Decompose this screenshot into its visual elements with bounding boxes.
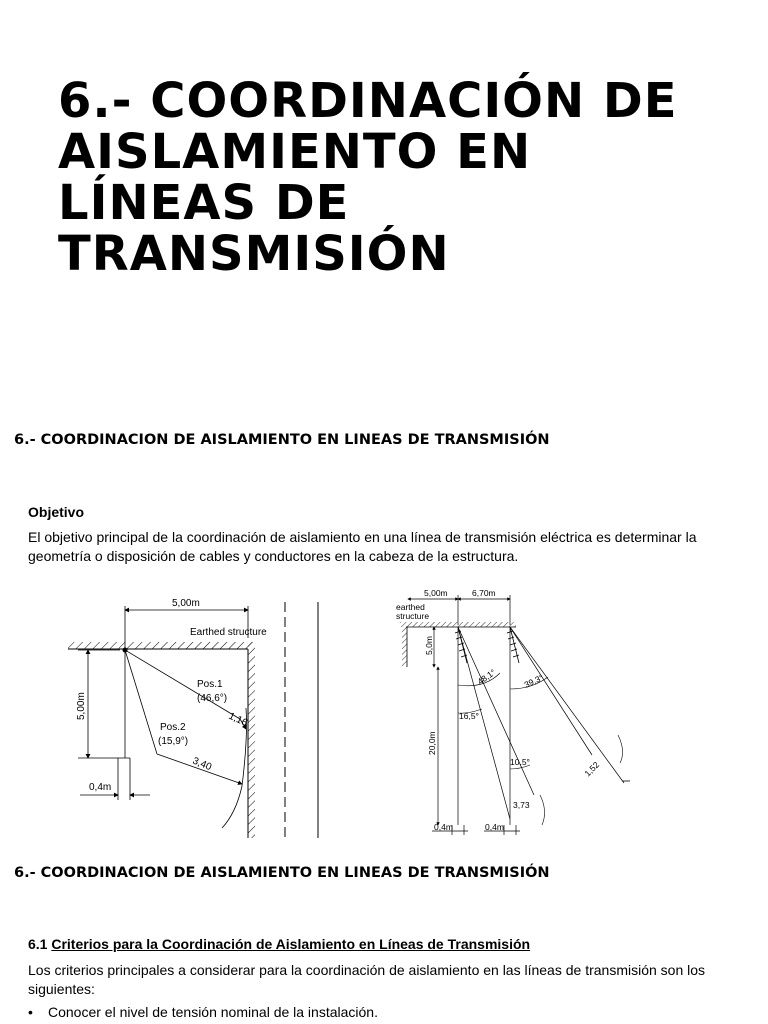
angle-1: 48,1°	[475, 667, 498, 687]
angle-4: 10,5°	[510, 757, 530, 767]
criteria-intro: Los criterios principales a considerar para la coordinación de aislamiento en las líneas de transmisión son los siguientes:	[28, 962, 706, 997]
pos1-dist: 1,16	[226, 710, 250, 729]
criteria-number: 6.1	[28, 936, 48, 952]
objective-label: Objetivo	[28, 504, 85, 520]
criteria-heading	[28, 936, 530, 952]
bullet-dot: •	[28, 1004, 33, 1020]
dim-v1: 5,0m	[424, 636, 434, 655]
section-heading-2: 6.- COORDINACION DE AISLAMIENTO EN LINEAS DE TRANSMISIÓN	[14, 865, 550, 881]
pos2-angle: (15,9°)	[158, 736, 189, 747]
pos2-dist: 3,40	[190, 755, 214, 774]
bullet-text: Conocer el nivel de tensión nominal de la instalación.	[48, 1004, 378, 1020]
clearance-diagram-left	[60, 588, 340, 840]
dim-b: 6,70m	[472, 588, 496, 598]
objective-text: El objetivo principal de la coordinación de aislamiento en una línea de transmisión eléctrica es determinar la geometría o disposición de cables y conductores en la cabeza de la estructura.	[28, 529, 697, 564]
pos1-angle: (46,6°)	[197, 693, 228, 704]
angle-2: 39,3°	[522, 672, 545, 690]
clearance-diagram-right	[392, 585, 652, 840]
earthed-label-1: earthed	[396, 602, 425, 612]
dim-a: 5,00m	[424, 588, 448, 598]
dim-bottom: 0,4m	[89, 782, 112, 793]
section-heading: 6.- COORDINACION DE AISLAMIENTO EN LINEAS DE TRANSMISIÓN	[14, 432, 550, 448]
dim-vertical: 5,00m	[76, 692, 87, 720]
earthed-label-2: structure	[396, 611, 430, 621]
dist-1: 1,52	[582, 759, 602, 779]
dim-top: 5,00m	[172, 598, 200, 609]
criteria-title: Criterios para la Coordinación de Aislamiento en Líneas de Transmisión	[51, 936, 531, 952]
dist-2: 3,73	[513, 800, 530, 810]
dim-b2: 0,4m	[485, 822, 504, 832]
angle-3: 16,5°	[459, 711, 479, 721]
dim-b1: 0,4m	[434, 822, 453, 832]
pos2-label: Pos.2	[160, 722, 186, 733]
dim-v2: 20,0m	[427, 731, 437, 755]
criteria-bullet	[28, 1003, 728, 1022]
pos1-label: Pos.1	[197, 679, 223, 690]
slide-title: 6.- COORDINACIÓN DE AISLAMIENTO EN LÍNEAS DE TRANSMISIÓN	[58, 73, 678, 282]
earthed-label: Earthed structure	[190, 627, 267, 638]
